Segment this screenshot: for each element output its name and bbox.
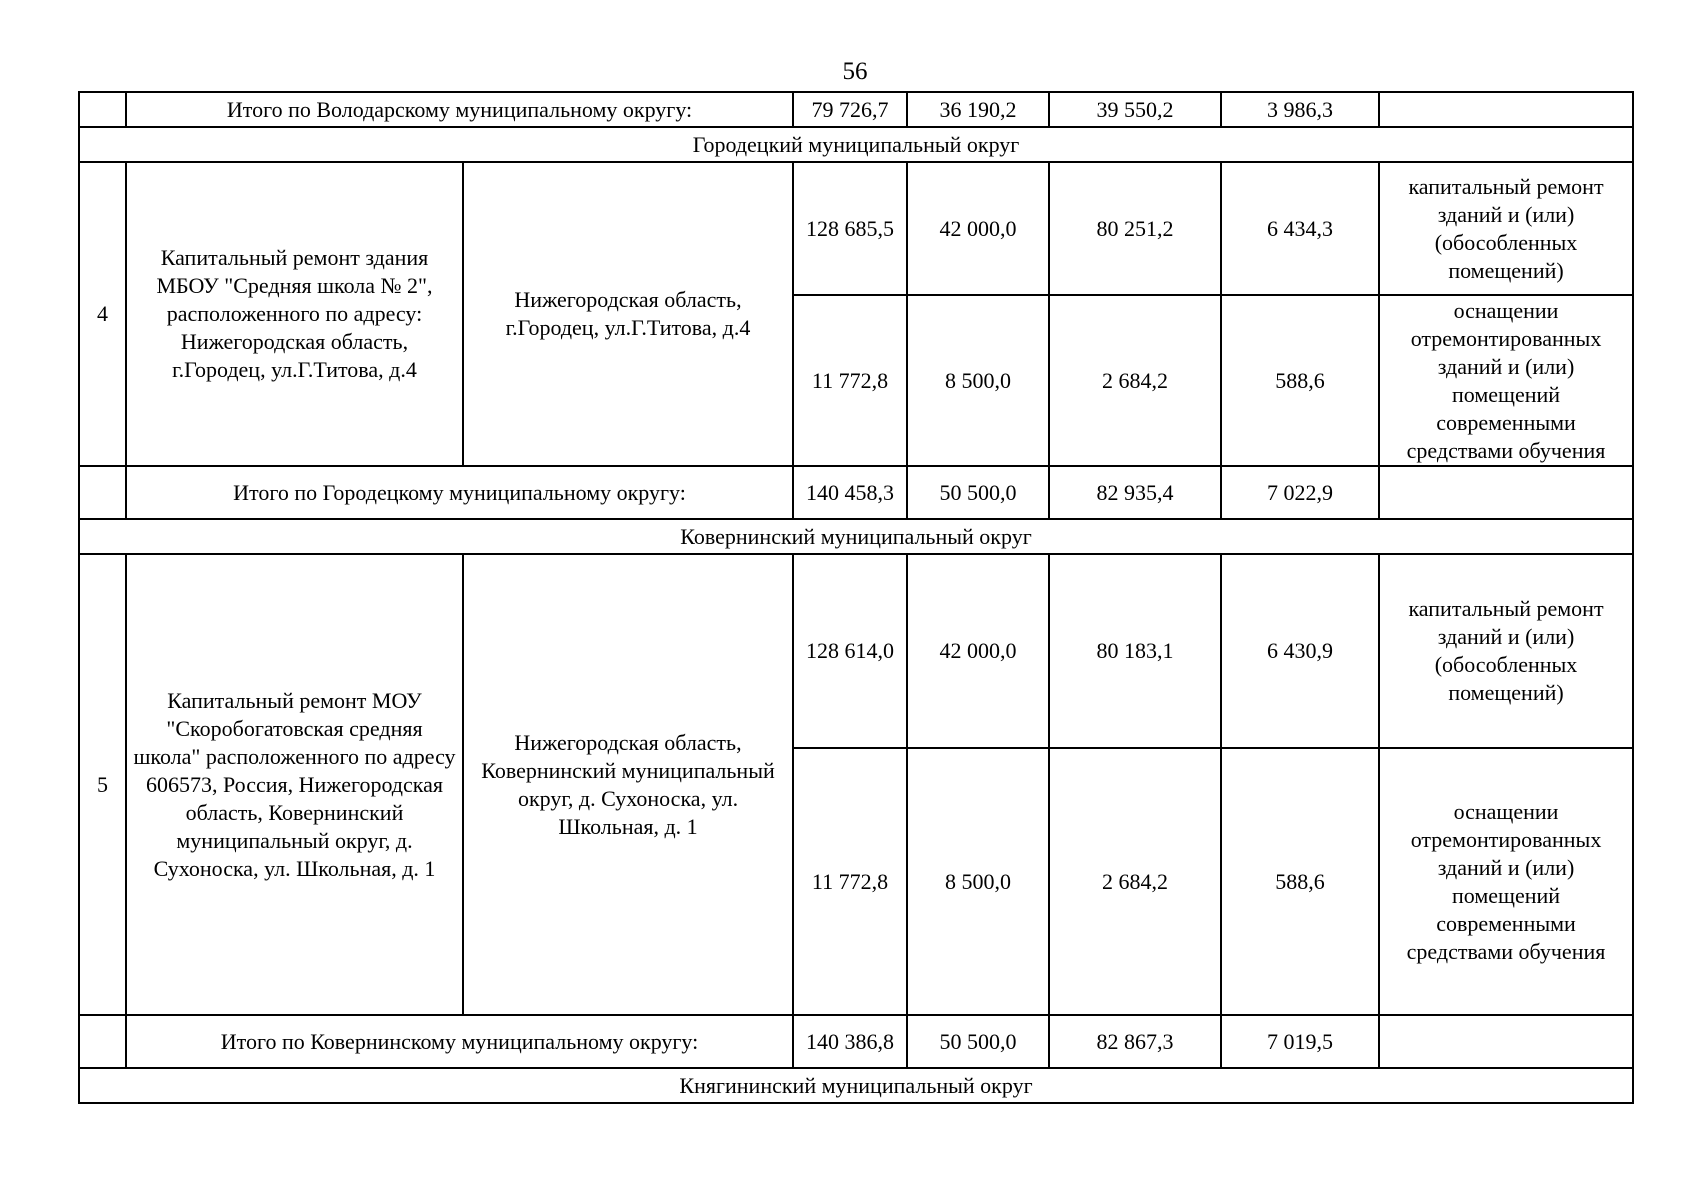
purpose-cell: капитальный ремонт зданий и (или) (обособленных помещений) bbox=[1379, 554, 1633, 748]
table-row-koverninsky-total bbox=[79, 1015, 1633, 1068]
funding-table bbox=[78, 91, 1634, 1104]
total-value-cell: 140 458,3 bbox=[793, 466, 907, 519]
total-value-cell: 128 685,5 bbox=[793, 162, 907, 295]
item-number: 5 bbox=[79, 554, 126, 1015]
table-row-volodarsky-total bbox=[79, 92, 1633, 127]
section-header-row bbox=[79, 127, 1633, 162]
object-name: Капитальный ремонт МОУ "Скоробогатовская средняя школа" расположенного по адресу 606573, Россия, Нижегородская область, Ковернинский муниципальный округ, д. Сухоноска, ул. Школьная, д. 1 bbox=[126, 554, 463, 1015]
value-cell: 80 251,2 bbox=[1049, 162, 1221, 295]
value-cell: 8 500,0 bbox=[907, 748, 1049, 1015]
table-row-gorodetsky-total bbox=[79, 466, 1633, 519]
value-cell: 36 190,2 bbox=[907, 92, 1049, 127]
value-cell: 50 500,0 bbox=[907, 466, 1049, 519]
value-cell: 39 550,2 bbox=[1049, 92, 1221, 127]
value-cell: 588,6 bbox=[1221, 295, 1379, 466]
value-cell: 2 684,2 bbox=[1049, 748, 1221, 1015]
value-cell: 42 000,0 bbox=[907, 554, 1049, 748]
purpose-cell bbox=[1379, 466, 1633, 519]
total-value-cell: 140 386,8 bbox=[793, 1015, 907, 1068]
object-name: Капитальный ремонт здания МБОУ "Средняя школа № 2", расположенного по адресу: Нижегородская область, г.Городец, ул.Г.Титова, д.4 bbox=[126, 162, 463, 466]
total-value-cell: 79 726,7 bbox=[793, 92, 907, 127]
section-header-row bbox=[79, 1068, 1633, 1103]
value-cell: 82 867,3 bbox=[1049, 1015, 1221, 1068]
total-value-cell: 11 772,8 bbox=[793, 295, 907, 466]
value-cell: 50 500,0 bbox=[907, 1015, 1049, 1068]
table-row-item4-a bbox=[79, 162, 1633, 295]
purpose-cell: капитальный ремонт зданий и (или) (обособленных помещений) bbox=[1379, 162, 1633, 295]
section-header-row bbox=[79, 519, 1633, 554]
value-cell: 82 935,4 bbox=[1049, 466, 1221, 519]
section-header-gorodetsky: Городецкий муниципальный округ bbox=[79, 127, 1633, 162]
value-cell: 6 434,3 bbox=[1221, 162, 1379, 295]
object-address: Нижегородская область, г.Городец, ул.Г.Титова, д.4 bbox=[463, 162, 793, 466]
number-cell bbox=[79, 92, 126, 127]
value-cell: 7 022,9 bbox=[1221, 466, 1379, 519]
purpose-cell: оснащении отремонтированных зданий и (или) помещений современными средствами обучения bbox=[1379, 295, 1633, 466]
value-cell: 80 183,1 bbox=[1049, 554, 1221, 748]
value-cell: 6 430,9 bbox=[1221, 554, 1379, 748]
total-value-cell: 11 772,8 bbox=[793, 748, 907, 1015]
value-cell: 588,6 bbox=[1221, 748, 1379, 1015]
total-value-cell: 128 614,0 bbox=[793, 554, 907, 748]
total-label: Итого по Городецкому муниципальному округу: bbox=[126, 466, 793, 519]
value-cell: 42 000,0 bbox=[907, 162, 1049, 295]
number-cell bbox=[79, 466, 126, 519]
number-cell bbox=[79, 1015, 126, 1068]
purpose-cell bbox=[1379, 92, 1633, 127]
section-header-koverninsky: Ковернинский муниципальный округ bbox=[79, 519, 1633, 554]
section-header-knyagininsky: Княгининский муниципальный округ bbox=[79, 1068, 1633, 1103]
purpose-cell bbox=[1379, 1015, 1633, 1068]
value-cell: 8 500,0 bbox=[907, 295, 1049, 466]
object-address: Нижегородская область, Ковернинский муниципальный округ, д. Сухоноска, ул. Школьная, д. 1 bbox=[463, 554, 793, 1015]
total-label: Итого по Володарскому муниципальному округу: bbox=[126, 92, 793, 127]
value-cell: 3 986,3 bbox=[1221, 92, 1379, 127]
total-label: Итого по Ковернинскому муниципальному округу: bbox=[126, 1015, 793, 1068]
item-number: 4 bbox=[79, 162, 126, 466]
purpose-cell: оснащении отремонтированных зданий и (или) помещений современными средствами обучения bbox=[1379, 748, 1633, 1015]
value-cell: 7 019,5 bbox=[1221, 1015, 1379, 1068]
page-number: 56 bbox=[842, 58, 868, 85]
table-row-item5-a bbox=[79, 554, 1633, 748]
value-cell: 2 684,2 bbox=[1049, 295, 1221, 466]
